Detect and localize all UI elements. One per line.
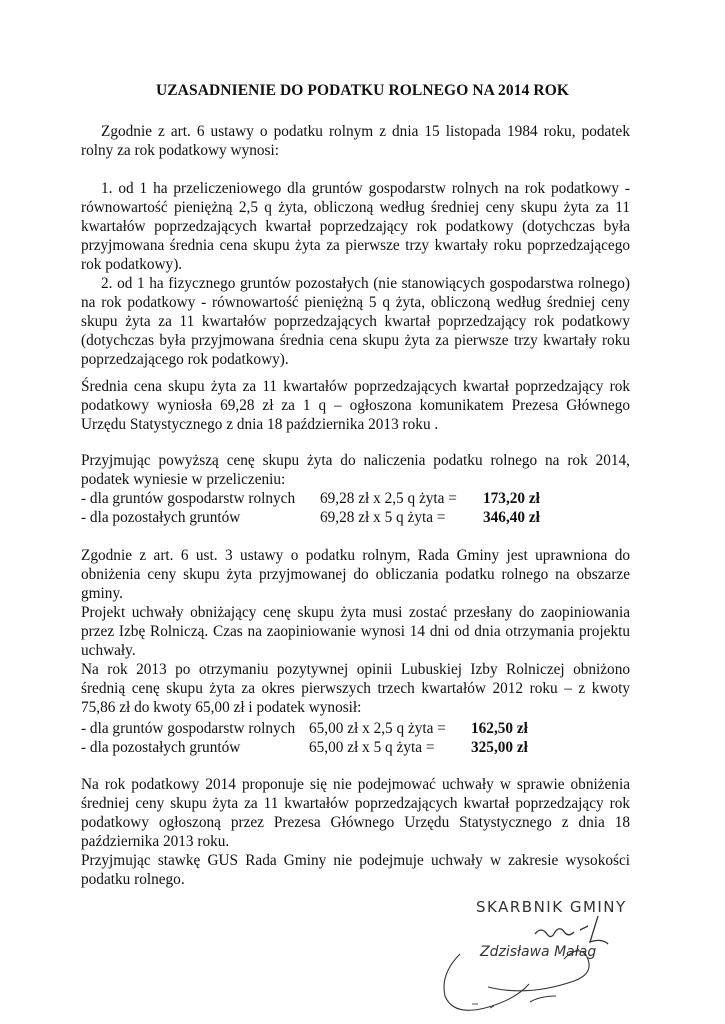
signature-block [430, 892, 690, 1022]
calc-result: 346,40 zł [483, 509, 540, 526]
calc-formula: 65,00 zł x 5 q żyta = [309, 739, 435, 756]
year-2014-paragraph: Na rok podatkowy 2014 proponuje się nie podejmować uchwały w sprawie obniżenia średniej ceny skupu żyta za 11 kwartałów poprzedzających kwartał poprzedzający rok podatkowy ogłoszoną przez Prezesa Głównego Urzędu Statystycznego z dnia 18 października 2013 roku. [81, 776, 630, 850]
resolution-section [81, 546, 630, 717]
calc-section-2013 [81, 719, 630, 757]
year-2013-paragraph: Na rok 2013 po otrzymaniu pozytywnej opinii Lubuskiej Izby Rolniczej obniżono średnią cenę skupu żyta za okres pierwszych trzech kwartałów 2012 roku – z kwoty 75,86 zł do kwoty 65,00 zł i podatek wynosił: [81, 661, 630, 716]
conclusion-section [81, 775, 630, 889]
avg-price-paragraph: Średnia cena skupu żyta za 11 kwartałów poprzedzających kwartał poprzedzający rok podatkowy wyniosła 69,28 zł za 1 q – ogłoszona komunikatem Prezesa Głównego Urzędu Statystycznego z dnia 18 października 2013 roku . [81, 378, 630, 433]
calc-formula: 69,28 zł x 5 q żyta = [320, 509, 446, 526]
point-1: 1. od 1 ha przeliczeniowego dla gruntów gospodarstw rolnych na rok podatkowy - równowartość pieniężną 2,5 q żyta, obliczoną według średniej ceny skupu żyta za 11 kwartałów poprzedzających kwartał poprzedzający rok podatkowy (dotychczas była przyjmowana średnia cena skupu żyta za pierwsze trzy kwartały roku poprzedzającego rok podatkowy). [81, 180, 630, 273]
art-6-paragraph: Zgodnie z art. 6 ust. 3 ustawy o podatku rolnym, Rada Gminy jest uprawniona do obniżenia ceny skupu żyta przyjmowanej do obliczania podatku rolnego na obszarze gminy. [81, 547, 630, 602]
calc-formula: 65,00 zł x 2,5 q żyta = [309, 720, 446, 737]
points-section [81, 179, 630, 369]
intro-paragraph: Zgodnie z art. 6 ustawy o podatku rolnym z dnia 15 listopada 1984 roku, podatek rolny za rok podatkowy wynosi: [81, 123, 630, 159]
calc-intro-paragraph: Przyjmując powyższą cenę skupu żyta do naliczenia podatku rolnego na rok 2014, podatek wyniesie w przeliczeniu: [81, 452, 630, 488]
calc-label: - dla pozostałych gruntów [81, 509, 241, 526]
calc-result: 325,00 zł [471, 739, 528, 756]
avg-price-section [81, 377, 630, 434]
calc-result: 173,20 zł [483, 490, 540, 507]
calc-label: - dla gruntów gospodarstw rolnych [81, 490, 296, 507]
gus-paragraph: Przyjmując stawkę GUS Rada Gminy nie podejmuje uchwały w zakresie wysokości podatku rolnego. [81, 852, 630, 888]
project-paragraph: Projekt uchwały obniżający cenę skupu żyta musi zostać przesłany do zaopiniowania przez Izbę Rolniczą. Czas na zaopiniowanie wynosi 14 dni od dnia otrzymania projektu uchwały. [81, 604, 630, 659]
calc-label: - dla pozostałych gruntów [81, 739, 241, 756]
calc-formula: 69,28 zł x 2,5 q żyta = [320, 490, 457, 507]
calc-result: 162,50 zł [471, 720, 528, 737]
calc-row-farm-2013 [81, 719, 630, 738]
document-title: UZASADNIENIE DO PODATKU ROLNEGO NA 2014 ROK [155, 82, 570, 99]
calc-row-other-2013 [81, 738, 630, 757]
calc-label: - dla gruntów gospodarstw rolnych [81, 720, 296, 737]
calc-row-farm-2014 [81, 489, 630, 508]
signature-stamp: SKARBNIK GMINY [476, 898, 627, 916]
signature-name: Zdzisława Małag [480, 944, 597, 960]
calc-row-other-2014 [81, 508, 630, 527]
point-2: 2. od 1 ha fizycznego gruntów pozostałych (nie stanowiących gospodarstwa rolnego) na rok podatkowy - równowartość pieniężną 5 q żyta, obliczoną według średniej ceny skupu żyta za 11 kwartałów poprzedzających kwartał poprzedzający rok podatkowy (dotychczas była przyjmowana średnia cena skupu żyta za pierwsze trzy kwartały roku poprzedzającego rok podatkowy). [81, 275, 630, 368]
calc-section-2014 [81, 451, 630, 527]
intro-section [81, 122, 630, 160]
